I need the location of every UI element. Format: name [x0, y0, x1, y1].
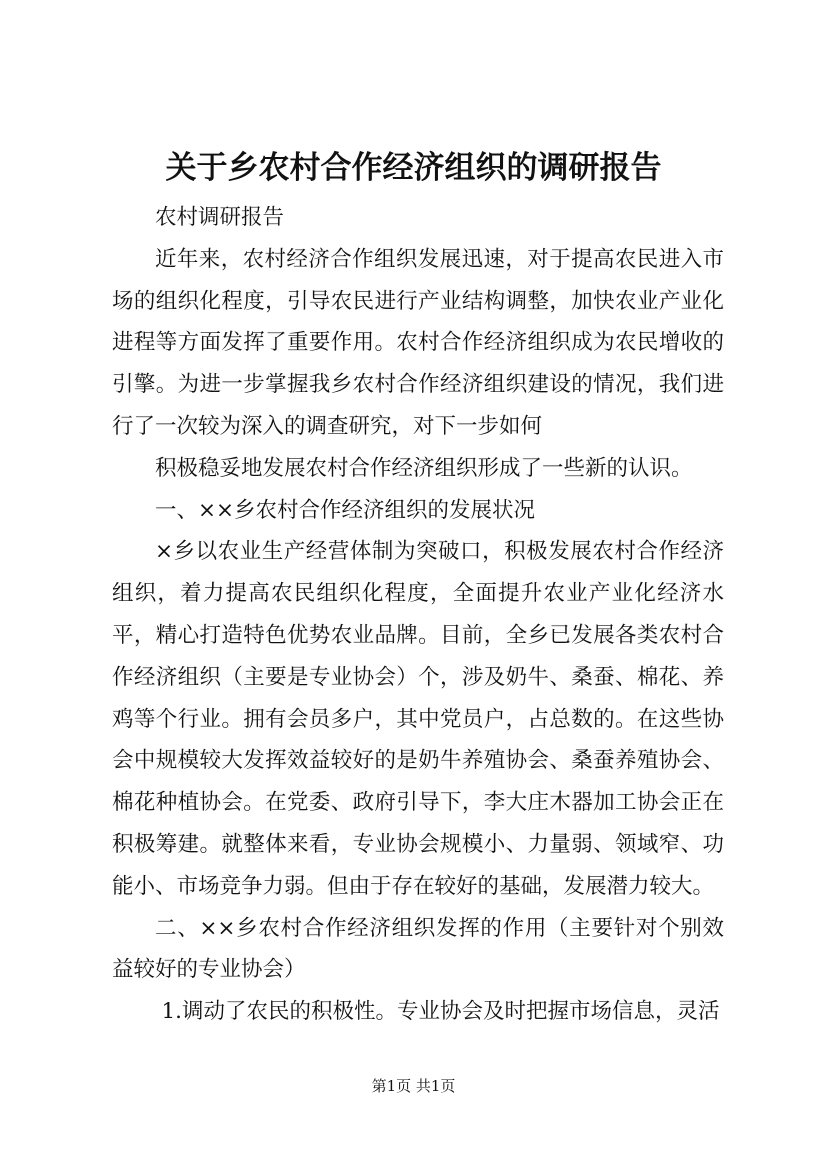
section-heading-1: 一、××乡农村合作经济组织的发展状况 [155, 497, 536, 523]
section-2-item-1-paragraph: 1.调动了农民的积极性。专业协会及时把握市场信息，灵活 [161, 999, 720, 1025]
section-heading-2: 二、××乡农村合作经济组织发挥的作用（主要针对个别效益较好的专业协会） [112, 915, 724, 983]
document-body [112, 197, 724, 1033]
intro-continuation-paragraph: 积极稳妥地发展农村合作经济组织形成了一些新的认识。 [155, 455, 693, 481]
section-1-paragraph: ×乡以农业生产经营体制为突破口，积极发展农村合作经济组织，着力提高农民组织化程度，全面提升农业产业化经济水平，精心打造特色优势农业品牌。目前，全乡已发展各类农村合作经济组织（主要是专业协会）个，涉及奶牛、桑蚕、棉花、养鸡等个行业。拥有会员多户，其中党员户，占总数的。在这些协会中规模较大发挥效益较好的是奶牛养殖协会、桑蚕养殖协会、棉花种植协会。在党委、政府引导下，李大庄木器加工协会正在积极筹建。就整体来看，专业协会规模小、力量弱、领域窄、功能小、市场竞争力弱。但由于存在较好的基础，发展潜力较大。 [112, 539, 724, 899]
document-title: 关于乡农村合作经济组织的调研报告 [165, 150, 662, 186]
intro-paragraph: 近年来，农村经济合作组织发展迅速，对于提高农民进入市场的组织化程度，引导农民进行产业结构调整，加快农业产业化进程等方面发挥了重要作用。农村合作经济组织成为农民增收的引擎。为进一步掌握我乡农村合作经济组织建设的情况，我们进行了一次较为深入的调查研究，对下一步如何 [112, 246, 724, 439]
subtitle-paragraph: 农村调研报告 [155, 205, 285, 230]
page-number-footer: 第1页 共1页 [371, 1077, 456, 1095]
